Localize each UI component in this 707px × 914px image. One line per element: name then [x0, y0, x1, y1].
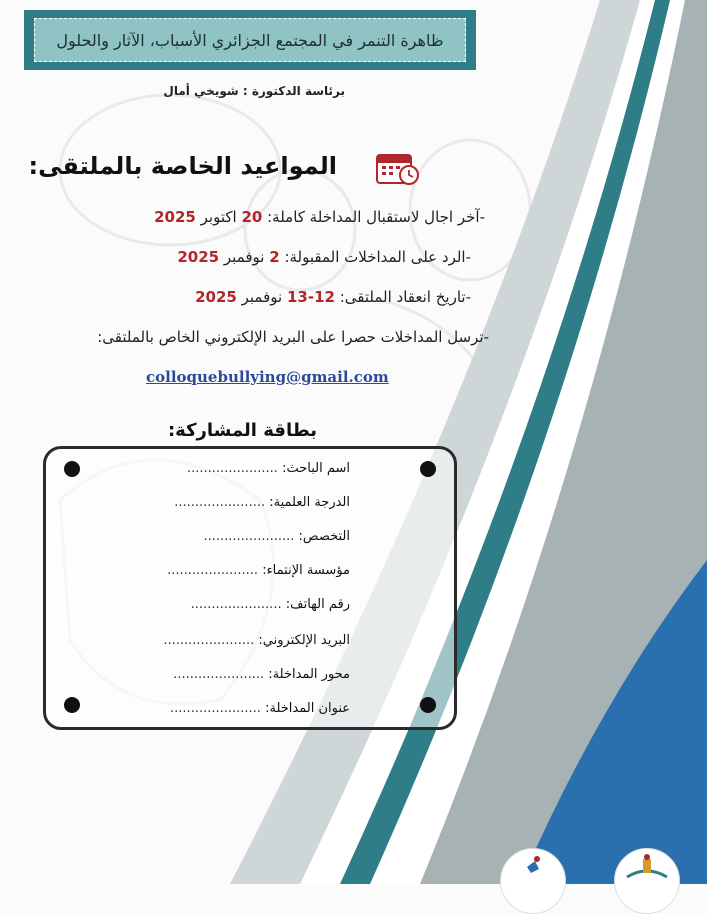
title-banner: [24, 10, 476, 70]
field-phone[interactable]: [191, 597, 350, 612]
conference-date-days: 12-13: [286, 288, 335, 306]
university-logo: [614, 848, 680, 914]
response-line: [177, 248, 471, 266]
field-label: عنوان المداخلة:: [265, 701, 350, 716]
dates-heading: المواعيد الخاصة بالملتقى:: [28, 152, 337, 180]
field-label: محور المداخلة:: [268, 667, 350, 682]
conference-date-line: [195, 288, 471, 306]
card-dot-top-left: [64, 461, 80, 477]
conference-date-label: -تاريخ انعقاد الملتقى:: [339, 288, 471, 306]
response-label: -الرد على المداخلات المقبولة:: [284, 248, 471, 266]
conference-title: ظاهرة التنمر في المجتمع الجزائري الأسباب، الآثار والحلول: [56, 30, 444, 50]
field-institution[interactable]: [167, 563, 350, 578]
field-label: الدرجة العلمية:: [269, 495, 350, 510]
deadline-line: [154, 208, 485, 226]
conference-date-month: نوفمبر: [241, 288, 283, 306]
card-heading: بطاقة المشاركة:: [167, 420, 317, 441]
calendar-clock-icon: [375, 151, 421, 187]
field-blank: ......................: [190, 597, 282, 612]
card-dot-bottom-left: [64, 697, 80, 713]
response-month: نوفمبر: [223, 248, 265, 266]
runner-icon: [501, 849, 565, 889]
field-academic-degree[interactable]: [174, 495, 350, 510]
field-blank: ......................: [187, 461, 278, 476]
participation-card: [43, 446, 457, 730]
book-emblem-icon: [615, 849, 679, 889]
field-blank: ......................: [174, 495, 266, 510]
field-axis[interactable]: [173, 667, 350, 682]
field-label: اسم الباحث:: [282, 461, 350, 476]
response-day: 2: [269, 248, 280, 266]
send-note: -ترسل المداخلات حصرا على البريد الإلكتروني الخاص بالملتقى:: [97, 328, 489, 346]
conference-date-year: 2025: [195, 288, 237, 306]
field-specialty[interactable]: [203, 529, 350, 544]
deadline-label: -آخر اجال لاستقبال المداخلة كاملة:: [267, 208, 485, 226]
field-blank: ......................: [163, 633, 255, 648]
deadline-day: 20: [241, 208, 263, 226]
field-email[interactable]: [163, 633, 350, 648]
supervisor-line: برئاسة الدكتورة : شويخي أمال: [163, 84, 345, 98]
field-label: التخصص:: [298, 529, 350, 544]
response-year: 2025: [177, 248, 220, 266]
field-blank: ......................: [173, 667, 265, 682]
partner-logo: [500, 848, 566, 914]
field-title[interactable]: [170, 701, 350, 716]
field-blank: ......................: [167, 563, 259, 578]
card-dot-bottom-right: [420, 697, 436, 713]
field-label: رقم الهاتف:: [285, 597, 350, 612]
email-link[interactable]: colloquebullying@gmail.com: [146, 368, 389, 386]
field-blank: ......................: [170, 701, 261, 716]
field-blank: ......................: [203, 529, 295, 544]
field-label: مؤسسة الإنتماء:: [262, 563, 350, 578]
deadline-year: 2025: [154, 208, 196, 226]
field-researcher-name[interactable]: [187, 461, 350, 476]
deadline-month: اكتوبر: [200, 208, 237, 226]
title-frame: [34, 18, 466, 62]
field-label: البريد الإلكتروني:: [258, 633, 350, 648]
card-dot-top-right: [420, 461, 436, 477]
